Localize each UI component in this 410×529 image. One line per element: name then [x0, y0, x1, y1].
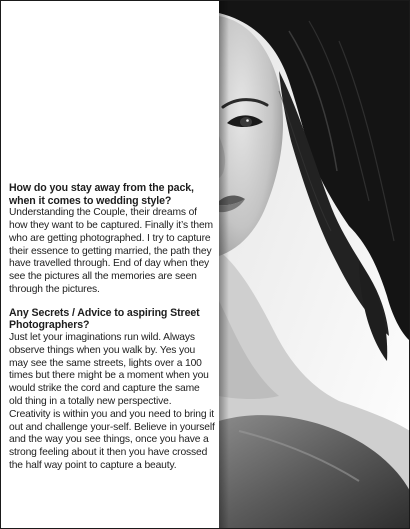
article-text-column [9, 182, 215, 473]
portrait-photo [219, 1, 410, 528]
portrait-illustration [219, 1, 410, 528]
question-heading-street-advice: Any Secrets / Advice to aspiring Street Photographers? [9, 306, 200, 332]
answer-wedding-style: Understanding the Couple, their dreams of how they want to be captured. Finally it’s them who are getting photographed. I try to capture their essence to getting married, the path they have travelled through. End of day when they see the pictures all the memories are seen through the pictures. [9, 207, 213, 295]
question-heading-wedding-style: How do you stay away from the pack, when it comes to wedding style? [9, 182, 194, 207]
answer-street-advice: Just let your imaginations run wild. Always observe things when you walk by. Yes you may see the same streets, lights over a 100 times but there might be a moment when you would strike the cord and capture the same old thing in a totally new perspective. Creativity is within you and you need to bring it out and challenge your-self. Believe in yourself and the way you see things, once you have a strong feeling about it then you have crossed the half way point to capture a beauty. [9, 331, 215, 471]
